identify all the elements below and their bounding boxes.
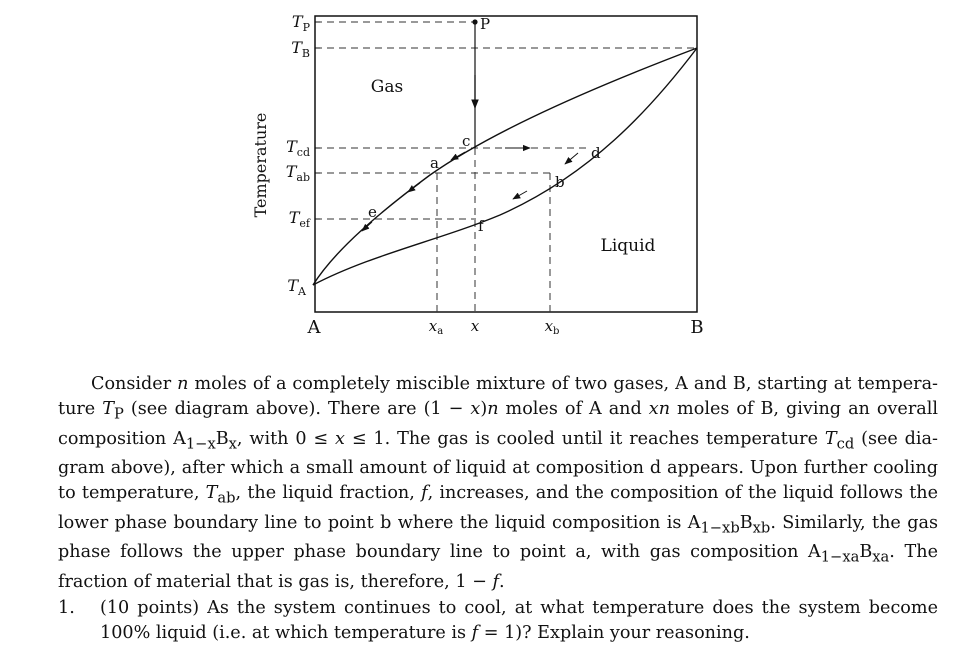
point-f-label: f	[478, 217, 484, 235]
xa-label: $x_a$	[428, 317, 444, 337]
ta-label: $T_A$	[287, 276, 306, 298]
upper-boundary-arrow-c	[451, 152, 465, 160]
point-p-marker	[472, 19, 477, 24]
tcd-label: $T_{cd}$	[286, 137, 310, 159]
point-p-label: P	[480, 15, 491, 33]
point-e-label: e	[368, 203, 377, 221]
tb-label: $T_B$	[291, 38, 310, 60]
question-number: 1.	[58, 598, 75, 618]
tp-label: $T_P$	[291, 12, 310, 34]
point-d-label: d	[591, 144, 601, 162]
lower-boundary-arrow-b	[513, 191, 527, 199]
gas-region-label: Gas	[370, 77, 404, 97]
tef-label: $T_{ef}$	[288, 208, 310, 230]
question-1	[58, 596, 938, 646]
upper-boundary-arrow-e	[362, 222, 372, 231]
tab-label: $T_{ab}$	[285, 162, 310, 184]
problem-paragraph: Consider n moles of a completely miscible mixture of two gases, A and B, starting at tempera-ture $T_P$ (see diagram above). There are (1 − x)n moles of A and xn moles of B, giving an overall composition $A_{1-x}B_x$, with 0 ≤ x ≤ 1. The gas is cooled until it reaches temperature $T_{cd}$ (see dia-gram above), after which a small amount of liquid at composition d appears. Upon further cooling to temperature, $T_{ab}$, the liquid fraction, f, increases, and the composition of the liquid follows the lower phase boundary line to point b where the liquid composition is $A_{1-xb}B_{xb}$. Similarly, the gas phase follows the upper phase boundary line to point a, with gas composition $A_{1-xa}B_{xa}$. The fraction of material that is gas is, therefore, 1 − f.	[58, 374, 939, 592]
end-label-b: B	[690, 317, 704, 338]
x-label: x	[470, 317, 480, 335]
point-b-label: b	[555, 173, 565, 191]
question-text: (10 points) As the system continues to cool, at what temperature does the system become 100% liquid (i.e. at which temperature is f = 1)? Explain your reasoning.	[100, 598, 938, 643]
end-label-a: A	[307, 317, 321, 338]
xb-label: $x_b$	[544, 317, 560, 337]
point-a-label: a	[430, 154, 439, 172]
point-c-label: c	[462, 132, 471, 150]
liquid-region-label: Liquid	[600, 236, 656, 256]
lower-boundary-arrow-d	[565, 153, 578, 164]
upper-boundary-arrow-a	[408, 183, 420, 192]
plot-frame	[315, 16, 697, 312]
y-axis-label: Temperature	[251, 112, 270, 218]
